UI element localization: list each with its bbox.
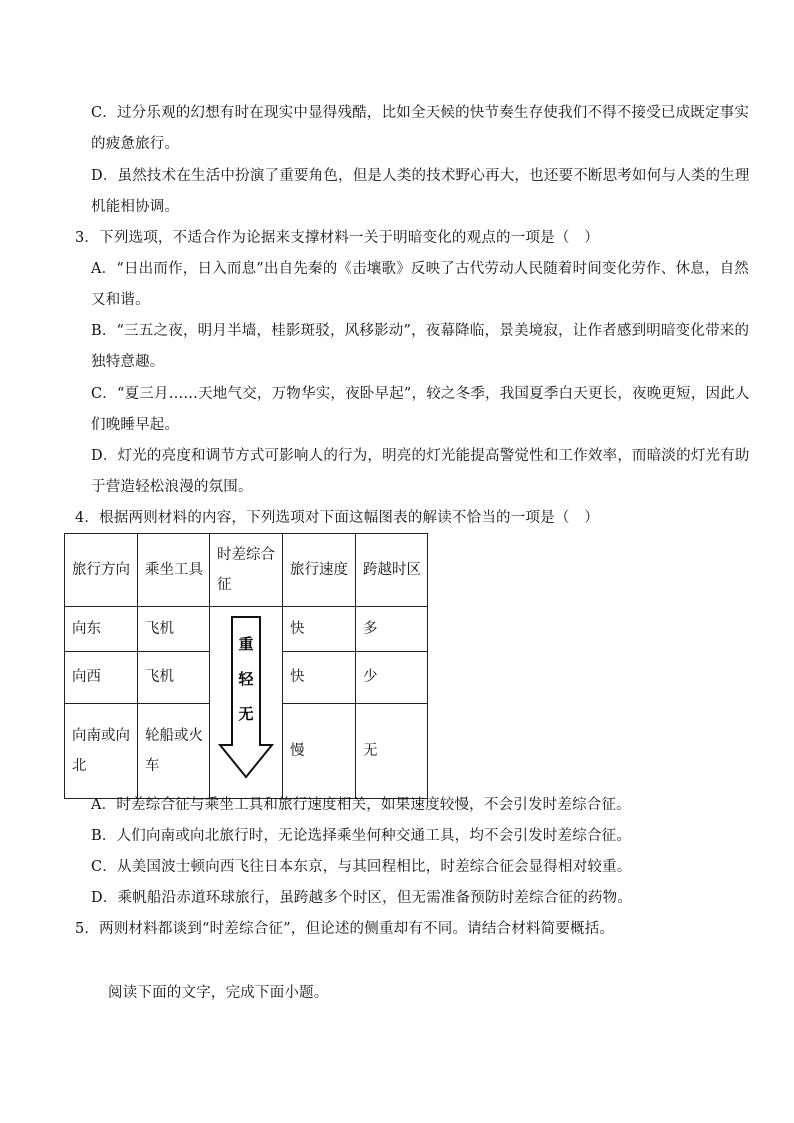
cell-speed: 慢 [283,703,356,798]
arrow-label-light: 轻 [238,670,254,688]
q3-option-c-line-2: 们晚睡早起。 [91,417,180,433]
q4-option-d: D．乘帆船沿赤道环球旅行，虽跨越多个时区，但无需准备预防时差综合征的药物。 [91,890,633,906]
question-4: 4．根据两则材料的内容，下列选项对下面这幅图表的解读不恰当的一项是（ ） [75,510,599,526]
cell-speed: 快 [283,607,356,652]
cell-direction: 向西 [65,651,138,703]
cell-timezones: 无 [356,703,428,798]
cell-timezones: 少 [356,651,428,703]
reading-instruction: 阅读下面的文字，完成下面小题。 [108,985,329,1001]
question-5: 5．两则材料都谈到“时差综合征”，但论述的侧重却有不同。请结合材料简要概括。 [75,921,615,937]
q4-option-a: A．时差综合征与乘坐工具和旅行速度相关，如果速度较慢，不会引发时差综合征。 [91,797,631,813]
q3-option-c-line-1: C．“夏三月……天地气交，万物华实，夜卧早起”，较之冬季，我国夏季白天更长，夜晚更短，因此人 [91,386,750,402]
cell-timezones: 多 [356,607,428,652]
q3-option-d-line-2: 于营造轻松浪漫的氛围。 [91,479,253,495]
header-timezones: 跨越时区 [356,534,428,607]
header-speed: 旅行速度 [283,534,356,607]
jetlag-arrow-cell [210,607,283,799]
cell-direction: 向南或向 北 [65,703,138,798]
cell-vehicle: 飞机 [138,607,210,652]
table-header-row [65,534,428,607]
header-jetlag: 时差综合 征 [210,534,283,607]
option-d-line-2: 机能相协调。 [91,199,180,215]
q4-option-c: C．从美国波士顿向西飞往日本东京，与其回程相比，时差综合征会显得相对较重。 [91,859,632,875]
cell-speed: 快 [283,651,356,703]
down-arrow-icon [210,607,282,787]
option-c-line-1: C．过分乐观的幻想有时在现实中显得残酷，比如全天候的快节奏生存使我们不得不接受已成既定事实 [91,105,750,121]
cell-vehicle: 飞机 [138,651,210,703]
q4-option-b: B．人们向南或向北旅行时，无论选择乘坐何种交通工具，均不会引发时差综合征。 [91,828,632,844]
header-direction: 旅行方向 [65,534,138,607]
option-c-line-2: 的疲惫旅行。 [91,136,180,152]
cell-vehicle: 轮船或火 车 [138,703,210,798]
q3-option-b-line-1: B．“三五之夜，明月半墙，桂影斑驳，风移影动”，夜幕降临，景美境寂，让作者感到明暗变化带来的 [91,323,750,339]
option-d-line-1: D．虽然技术在生活中扮演了重要角色，但是人类的技术野心再大，也还要不断思考如何与人类的生理 [91,168,750,184]
q3-option-a-line-2: 又和谐。 [91,292,150,308]
q3-option-a-line-1: A．“日出而作，日入而息”出自先秦的《击壤歌》反映了古代劳动人民随着时间变化劳作、休息，自然 [91,261,749,277]
q3-option-d-line-1: D．灯光的亮度和调节方式可影响人的行为，明亮的灯光能提高警觉性和工作效率，而暗淡的灯光有助 [91,448,750,464]
question-3: 3．下列选项，不适合作为论据来支撑材料一关于明暗变化的观点的一项是（ ） [75,230,599,246]
arrow-label-heavy: 重 [238,635,254,653]
cell-direction: 向东 [65,607,138,652]
jetlag-table [64,533,428,799]
q3-option-b-line-2: 独特意趣。 [91,354,165,370]
arrow-label-none: 无 [238,705,254,723]
table-row [65,607,428,652]
header-vehicle: 乘坐工具 [138,534,210,607]
